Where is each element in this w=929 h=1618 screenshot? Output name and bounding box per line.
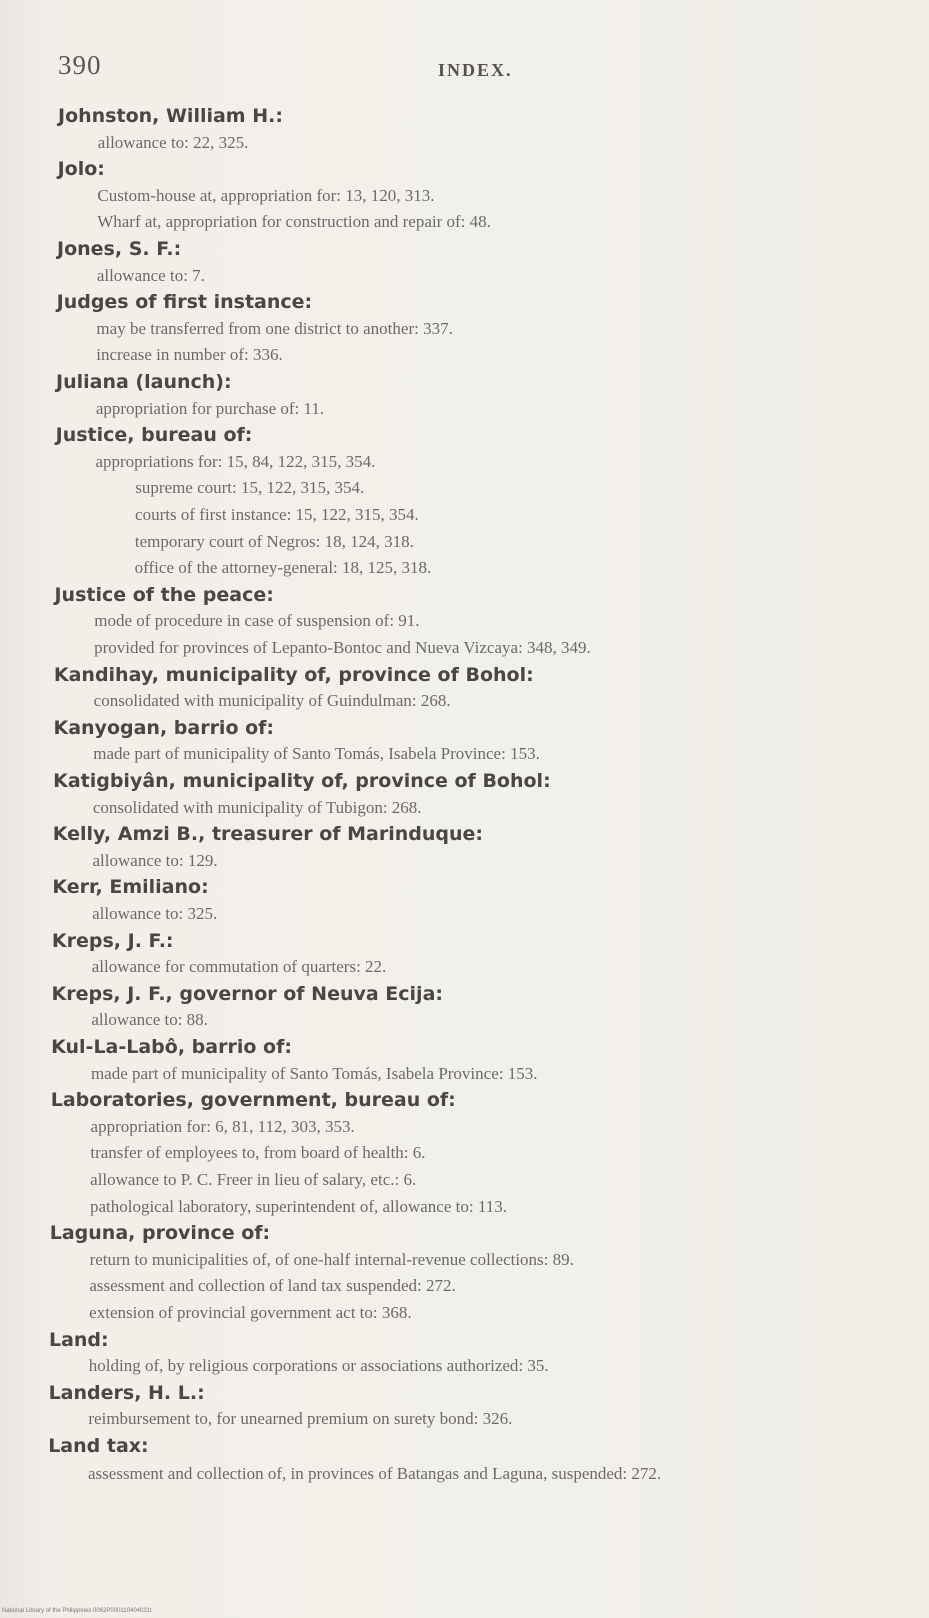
index-subentry: holding of, by religious corporations or associations authorized: 35.: [88, 1356, 549, 1376]
index-subentry: consolidated with municipality of Guindulman: 268.: [93, 691, 451, 711]
index-subentry: consolidated with municipality of Tubigon: 268.: [92, 797, 422, 817]
index-heading: Judges of first instance:: [56, 291, 313, 314]
index-subentry: allowance to: 88.: [91, 1010, 208, 1030]
index-subentry: made part of municipality of Santo Tomás, Isabela Province: 153.: [90, 1063, 538, 1083]
index-heading: Juliana (launch):: [56, 371, 232, 393]
index-subentry: allowance to: 22, 325.: [97, 132, 249, 152]
index-heading: Jones, S. F.:: [57, 238, 182, 260]
index-subentry: appropriation for purchase of: 11.: [95, 398, 325, 418]
index-subentry: transfer of employees to, from board of health: 6.: [90, 1143, 426, 1163]
index-heading: Kelly, Amzi B., treasurer of Marinduque:: [52, 823, 484, 846]
page-title: INDEX.: [438, 60, 513, 80]
index-subentry: appropriation for: 6, 81, 112, 303, 353.: [90, 1116, 355, 1136]
index-heading: Laboratories, government, bureau of:: [50, 1089, 456, 1112]
index-subentry: allowance to P. C. Freer in lieu of salary, etc.: 6.: [90, 1170, 417, 1189]
index-heading: Kreps, J. F., governor of Neuva Ecija:: [51, 982, 443, 1005]
page-number: 390: [58, 50, 102, 80]
index-subentry: reimbursement to, for unearned premium on surety bond: 326.: [88, 1409, 513, 1429]
index-subentry: allowance to: 129.: [92, 850, 218, 870]
index-heading: Kreps, J. F.:: [51, 929, 174, 952]
index-subentry: extension of provincial government act to: 368.: [89, 1303, 412, 1322]
index-subentry: assessment and collection of, in provinces of Batangas and Laguna, suspended: 272.: [88, 1463, 662, 1483]
index-subentry: allowance to: 7.: [96, 265, 205, 285]
index-subentry: allowance to: 325.: [92, 904, 218, 923]
index-subentry: assessment and collection of land tax suspended: 272.: [89, 1276, 456, 1296]
index-heading: Land:: [48, 1328, 109, 1351]
index-heading: Justice, bureau of:: [55, 424, 253, 447]
index-heading: Kandihay, municipality of, province of Bohol:: [53, 663, 534, 686]
index-heading: Land tax:: [48, 1435, 149, 1457]
index-heading: Laguna, province of:: [49, 1222, 271, 1245]
index-subentry: return to municipalities of, of one-half internal-revenue collections: 89.: [89, 1249, 574, 1269]
index-subentry: provided for provinces of Lepanto-Bontoc and Nueva Vizcaya: 348, 349.: [94, 638, 591, 657]
index-subentry: made part of municipality of Santo Tomás, Isabela Province: 153.: [93, 744, 540, 764]
index-subentry: temporary court of Negros: 18, 124, 318.: [134, 531, 414, 551]
index-subentry: courts of first instance: 15, 122, 315, 354.: [135, 505, 419, 524]
index-heading: Katigbiyân, municipality of, province of Bohol:: [53, 770, 551, 792]
index-subentry: increase in number of: 336.: [96, 345, 283, 365]
index-subentry: Wharf at, appropriation for construction and repair of: 48.: [97, 212, 491, 232]
scan-footer: National Library of the Philippines 0062P000110404031t: [2, 1608, 152, 1614]
index-heading: Justice of the peace:: [54, 583, 274, 606]
index-subentry: appropriations for: 15, 84, 122, 315, 354.: [95, 451, 376, 471]
index-heading: Landers, H. L.:: [48, 1381, 205, 1404]
page-header: [58, 50, 869, 90]
index-subentry: supreme court: 15, 122, 315, 354.: [135, 478, 365, 498]
index-subentry: allowance for commutation of quarters: 22.: [91, 957, 387, 977]
index-heading: Kul-La-Labô, barrio of:: [51, 1036, 292, 1058]
index-heading: Jolo:: [57, 158, 105, 181]
index-heading: Kanyogan, barrio of:: [53, 716, 275, 739]
index-subentry: mode of procedure in case of suspension of: 91.: [94, 611, 420, 631]
index-heading: Johnston, William H.:: [58, 105, 283, 127]
index-subentry: Custom-house at, appropriation for: 13, 120, 313.: [97, 185, 435, 205]
index-heading: Kerr, Emiliano:: [52, 876, 209, 899]
index-subentry: may be transferred from one district to another: 337.: [96, 318, 453, 338]
index-subentry: office of the attorney-general: 18, 125, 318.: [134, 558, 432, 578]
index-subentry: pathological laboratory, superintendent of, allowance to: 113.: [89, 1196, 507, 1216]
